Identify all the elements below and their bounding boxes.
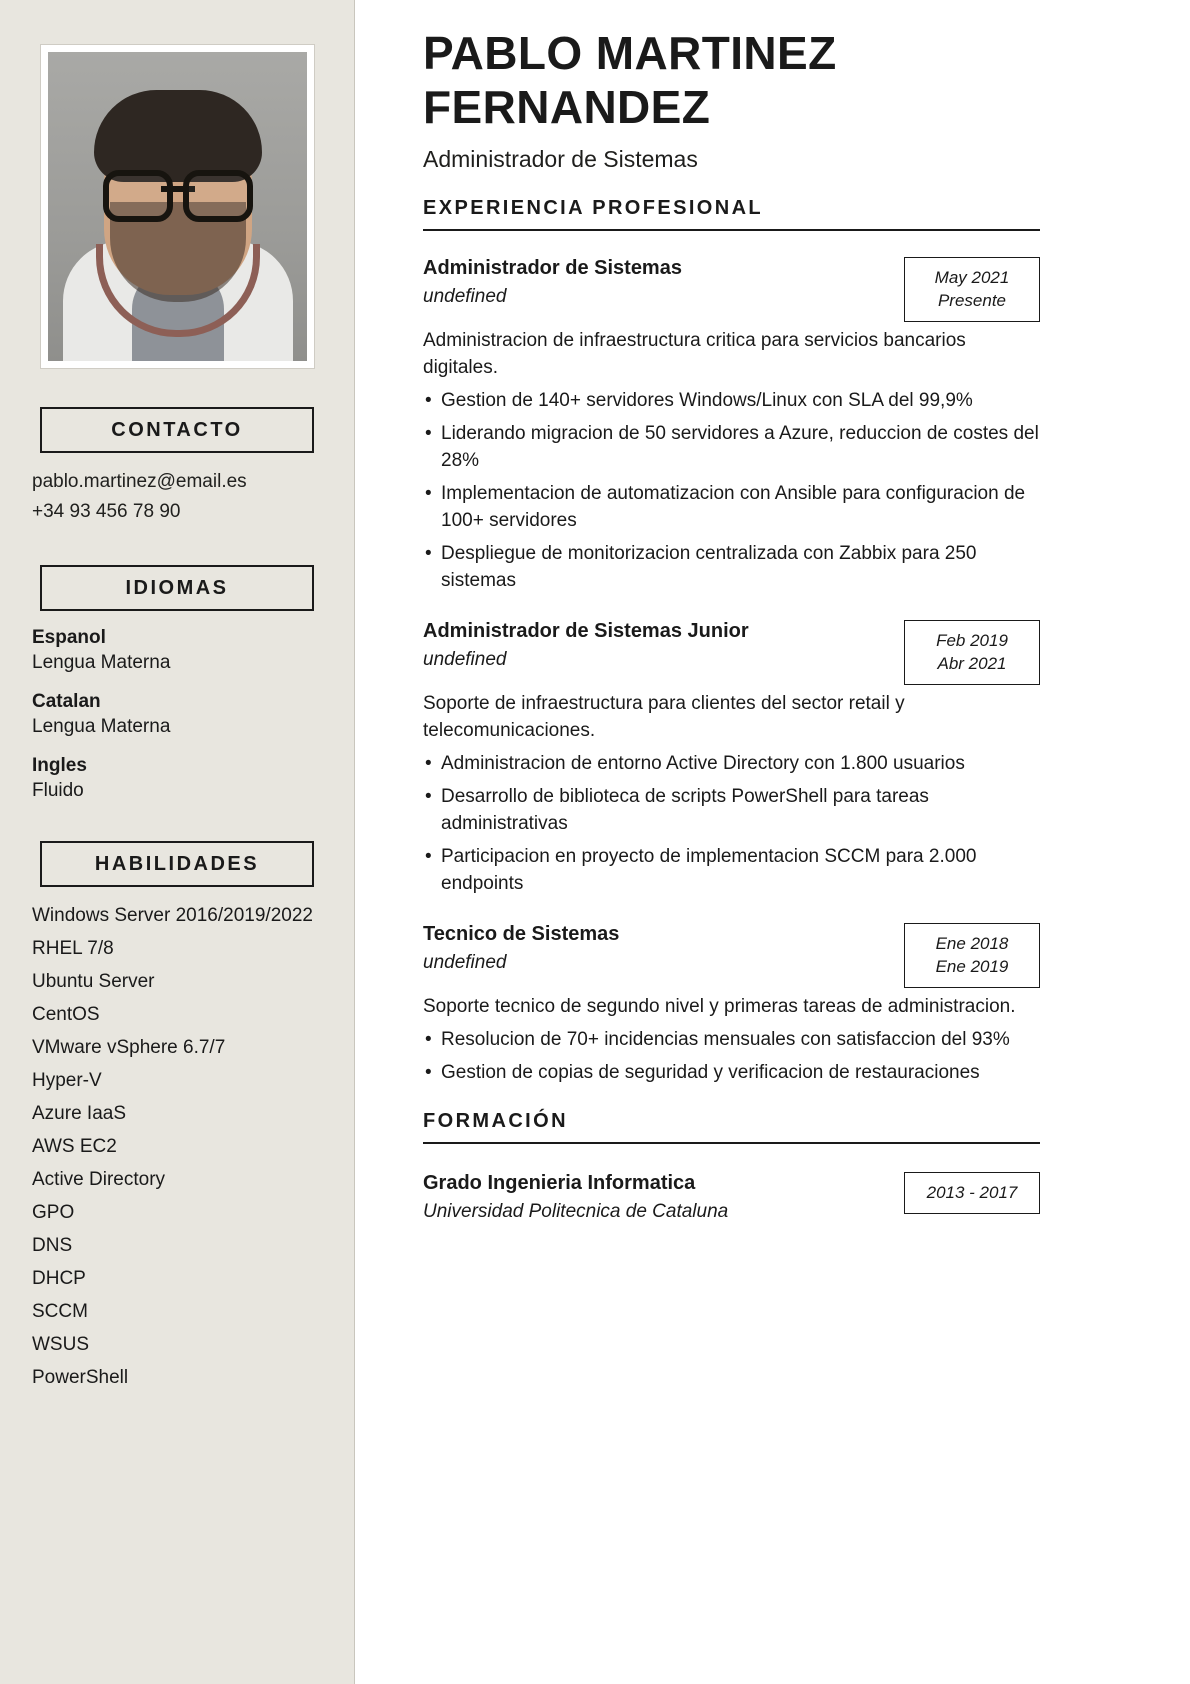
entry-bullet: • Desarrollo de biblioteca de scripts PowerShell para tareas administrativas [423, 783, 1040, 837]
entry-company: undefined [423, 286, 507, 307]
education-list [423, 1170, 1040, 1226]
entry-date-end: Ene 2019 [935, 957, 1009, 976]
entry-header [423, 255, 1040, 322]
experience-entry [423, 255, 1040, 594]
entry-description: Soporte tecnico de segundo nivel y primeras tareas de administracion. [423, 996, 1016, 1017]
language-name: Ingles [32, 755, 87, 776]
language-name: Espanol [32, 627, 106, 648]
entry-header [423, 921, 1040, 988]
entry-bullet: • Gestion de 140+ servidores Windows/Linux con SLA del 99,9% [423, 387, 1040, 414]
entry-title-block [423, 618, 749, 674]
entry-title-block [423, 921, 619, 977]
skill-item: Ubuntu Server [32, 971, 155, 992]
language-name: Catalan [32, 691, 101, 712]
language-item [32, 689, 322, 739]
contact-email[interactable]: pablo.martinez@email.es [32, 471, 247, 492]
skill-item: Windows Server 2016/2019/2022 [32, 905, 313, 926]
skill-item: DHCP [32, 1268, 86, 1289]
entry-description: Soporte de infraestructura para clientes del sector retail y telecomunicaciones. [423, 693, 905, 741]
skill-item: Active Directory [32, 1169, 166, 1190]
skills-list [32, 899, 322, 1394]
page-title: PABLO MARTINEZ FERNANDEZ [423, 27, 837, 133]
entry-company: undefined [423, 649, 507, 670]
entry-job-title: Administrador de Sistemas Junior [423, 620, 749, 642]
entry-date-start: May 2021 [934, 268, 1010, 287]
skill-item: Azure IaaS [32, 1103, 126, 1124]
entry-bullet: • Liderando migracion de 50 servidores a Azure, reduccion de costes del 28% [423, 420, 1040, 474]
entry-date-end: Presente [937, 291, 1007, 310]
skill-item: VMware vSphere 6.7/7 [32, 1037, 226, 1058]
entry-company: undefined [423, 952, 507, 973]
entry-bullet: • Implementacion de automatizacion con Ansible para configuracion de 100+ servidores [423, 480, 1040, 534]
entry-bullet: • Despliegue de monitorizacion centralizada con Zabbix para 250 sistemas [423, 540, 1040, 594]
skill-item: Hyper-V [32, 1070, 102, 1091]
entry-job-title: Administrador de Sistemas [423, 257, 682, 279]
skill-item: CentOS [32, 1004, 100, 1025]
language-level: Lengua Materna [32, 716, 171, 737]
entry-bullet: • Participacion en proyecto de implementacion SCCM para 2.000 endpoints [423, 843, 1040, 897]
entry-title-block [423, 255, 682, 311]
languages-list [32, 625, 322, 803]
entry-date-end: Abr 2021 [937, 654, 1007, 673]
contact-block [32, 467, 322, 527]
education-institution: Universidad Politecnica de Cataluna [423, 1201, 729, 1222]
language-level: Lengua Materna [32, 652, 171, 673]
education-degree: Grado Ingenieria Informatica [423, 1172, 696, 1194]
language-item [32, 753, 322, 803]
skills-heading: HABILIDADES [40, 841, 314, 887]
entry-bullet: • Resolucion de 70+ incidencias mensuales con satisfaccion del 93% [423, 1026, 1040, 1053]
education-entry [423, 1170, 1040, 1226]
entry-header [423, 1170, 1040, 1226]
main-content [355, 0, 1190, 1684]
avatar [40, 44, 315, 369]
language-item [32, 625, 322, 675]
contact-phone[interactable]: +34 93 456 78 90 [32, 501, 181, 522]
education-date-badge: 2013 - 2017 [904, 1172, 1040, 1214]
skill-item: SCCM [32, 1301, 88, 1322]
contact-heading: CONTACTO [40, 407, 314, 453]
glasses-icon [103, 170, 253, 210]
entry-date-start: Ene 2018 [935, 934, 1009, 953]
language-level: Fluido [32, 780, 84, 801]
experience-entry [423, 618, 1040, 897]
entry-header [423, 618, 1040, 685]
entry-date-start: Feb 2019 [936, 631, 1008, 650]
experience-entry [423, 921, 1040, 1086]
entry-bullet: • Administracion de entorno Active Directory con 1.800 usuarios [423, 750, 1040, 777]
entry-bullet-list [423, 750, 1040, 897]
entry-bullet-list [423, 387, 1040, 594]
skill-item: WSUS [32, 1334, 89, 1355]
job-role: Administrador de Sistemas [423, 146, 698, 172]
languages-heading: IDIOMAS [40, 565, 314, 611]
skill-item: GPO [32, 1202, 75, 1223]
skill-item: PowerShell [32, 1367, 129, 1388]
skill-item: AWS EC2 [32, 1136, 117, 1157]
entry-date-badge [904, 620, 1040, 685]
experience-section-heading: EXPERIENCIA PROFESIONAL [423, 197, 1040, 231]
entry-date-badge [904, 923, 1040, 988]
portrait-photo [48, 52, 307, 361]
entry-description: Administracion de infraestructura critica para servicios bancarios digitales. [423, 330, 966, 378]
entry-title-block [423, 1170, 728, 1226]
entry-bullet: • Gestion de copias de seguridad y verificacion de restauraciones [423, 1059, 1040, 1086]
experience-list [423, 255, 1040, 1086]
entry-job-title: Tecnico de Sistemas [423, 923, 620, 945]
entry-bullet-list [423, 1026, 1040, 1086]
skill-item: DNS [32, 1235, 73, 1256]
skill-item: RHEL 7/8 [32, 938, 114, 959]
entry-date-badge [904, 257, 1040, 322]
education-section-heading: FORMACIÓN [423, 1110, 1040, 1144]
sidebar [0, 0, 355, 1684]
